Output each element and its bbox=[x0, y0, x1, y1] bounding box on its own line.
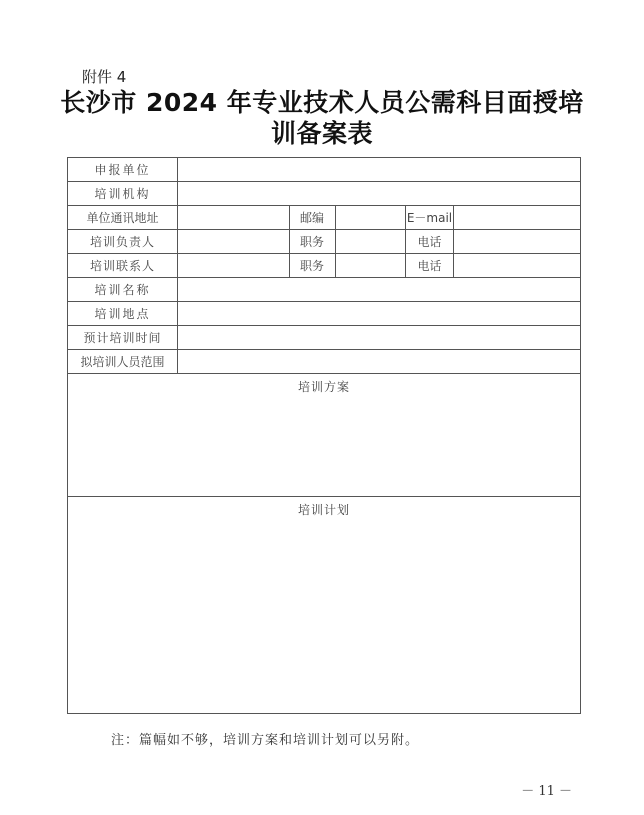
value-applicant-unit[interactable] bbox=[178, 158, 581, 182]
label-training-location: 培训地点 bbox=[68, 302, 178, 326]
value-unit-address[interactable] bbox=[178, 206, 290, 230]
form-title-line-2: 训备案表 bbox=[270, 119, 373, 148]
value-trainee-scope[interactable] bbox=[178, 350, 581, 374]
row-training-plan bbox=[68, 497, 581, 714]
form-title-line-1: 长沙市 2024 年专业技术人员公需科目面授培 bbox=[60, 88, 584, 117]
row-applicant-unit bbox=[68, 158, 581, 182]
value-email[interactable] bbox=[454, 206, 581, 230]
label-contact-position: 职务 bbox=[290, 254, 336, 278]
label-training-institution: 培训机构 bbox=[68, 182, 178, 206]
value-contact-phone[interactable] bbox=[454, 254, 581, 278]
label-trainee-scope: 拟培训人员范围 bbox=[68, 350, 178, 374]
value-training-principal[interactable] bbox=[178, 230, 290, 254]
value-contact-position[interactable] bbox=[336, 254, 406, 278]
value-principal-phone[interactable] bbox=[454, 230, 581, 254]
row-training-name bbox=[68, 278, 581, 302]
row-training-contact bbox=[68, 254, 581, 278]
row-unit-address bbox=[68, 206, 581, 230]
page-number: － 11 － bbox=[521, 784, 572, 799]
row-training-institution bbox=[68, 182, 581, 206]
value-training-name[interactable] bbox=[178, 278, 581, 302]
training-scheme-section[interactable]: 培训方案 bbox=[68, 374, 581, 497]
row-training-principal bbox=[68, 230, 581, 254]
label-email: E－mail bbox=[406, 206, 454, 230]
label-principal-phone: 电话 bbox=[406, 230, 454, 254]
label-training-principal: 培训负责人 bbox=[68, 230, 178, 254]
value-training-institution[interactable] bbox=[178, 182, 581, 206]
filing-form-table bbox=[67, 157, 581, 714]
label-contact-phone: 电话 bbox=[406, 254, 454, 278]
value-postcode[interactable] bbox=[336, 206, 406, 230]
label-training-name: 培训名称 bbox=[68, 278, 178, 302]
footnote: 注：篇幅如不够，培训方案和培训计划可以另附。 bbox=[111, 733, 420, 748]
value-planned-time[interactable] bbox=[178, 326, 581, 350]
label-applicant-unit: 申报单位 bbox=[68, 158, 178, 182]
label-unit-address: 单位通讯地址 bbox=[68, 206, 178, 230]
attachment-label: 附件 4 bbox=[82, 68, 127, 86]
value-principal-position[interactable] bbox=[336, 230, 406, 254]
label-planned-time: 预计培训时间 bbox=[68, 326, 178, 350]
row-trainee-scope bbox=[68, 350, 581, 374]
value-training-contact[interactable] bbox=[178, 254, 290, 278]
row-training-scheme bbox=[68, 374, 581, 497]
label-postcode: 邮编 bbox=[290, 206, 336, 230]
row-planned-time bbox=[68, 326, 581, 350]
value-training-location[interactable] bbox=[178, 302, 581, 326]
label-training-contact: 培训联系人 bbox=[68, 254, 178, 278]
label-principal-position: 职务 bbox=[290, 230, 336, 254]
training-plan-section[interactable]: 培训计划 bbox=[68, 497, 581, 714]
row-training-location bbox=[68, 302, 581, 326]
